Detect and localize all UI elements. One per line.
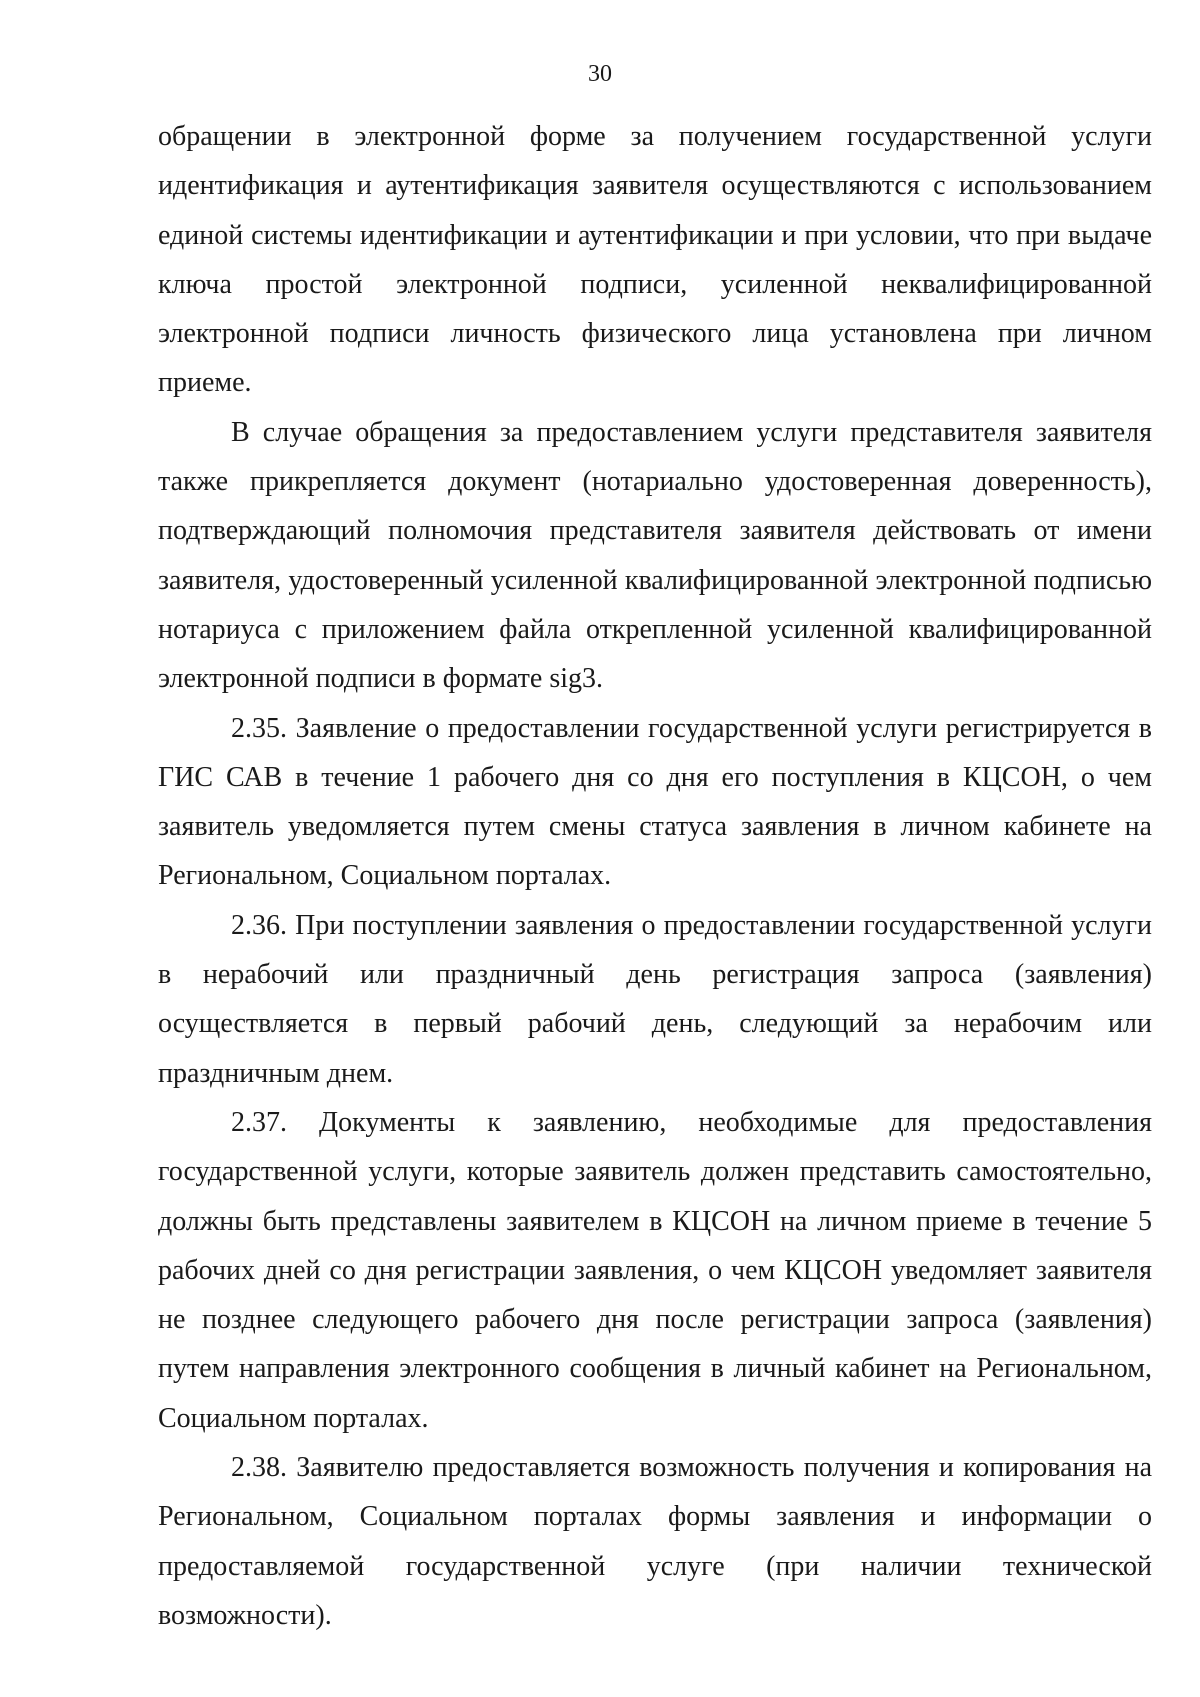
paragraph-representative: В случае обращения за предоставлением услуги представителя заявителя также прикрепляется документ (нотариально удостоверенная доверенность), подтверждающий полномочия представителя заявителя действовать от имени заявителя, удостоверенный усиленной квалифицированной электронной подписью нотариуса с приложением файла открепленной усиленной квалифицированной электронной подписи в формате sig3. [158, 416, 1152, 695]
paragraph-identification: обращении в электронной форме за получением государственной услуги идентификация и аутентификация заявителя осуществляются с использованием единой системы идентификации и аутентификации и при условии, что при выдаче ключа простой электронной подписи, усиленной неквалифицированной электронной подписи личность физического лица установлена при личном приеме. [158, 121, 1152, 399]
document-body [158, 112, 1152, 1640]
paragraph-2-38: 2.38. Заявителю предоставляется возможность получения и копирования на Региональном, Социальном порталах формы заявления и информации о предоставляемой государственной услуге (при наличии технической возможности). [158, 1452, 1152, 1631]
paragraph-2-36: 2.36. При поступлении заявления о предоставлении государственной услуги в нерабочий или праздничный день регистрация запроса (заявления) осуществляется в первый рабочий день, следующий за нерабочим или праздничным днем. [158, 909, 1152, 1089]
paragraph-2-37: 2.37. Документы к заявлению, необходимые для предоставления государственной услуги, которые заявитель должен представить самостоятельно, должны быть представлены заявителем в КЦСОН на личном приеме в течение 5 рабочих дней со дня регистрации заявления, о чем КЦСОН уведомляет заявителя не позднее следующего рабочего дня после регистрации запроса (заявления) путем направления электронного сообщения в личный кабинет на Региональном, Социальном порталах. [158, 1106, 1152, 1434]
paragraph-2-35: 2.35. Заявление о предоставлении государственной услуги регистрируется в ГИС САВ в течение 1 рабочего дня со дня его поступления в КЦСОН, о чем заявитель уведомляется путем смены статуса заявления в личном кабинете на Региональном, Социальном порталах. [158, 712, 1152, 892]
page-number: 30 [588, 61, 612, 87]
